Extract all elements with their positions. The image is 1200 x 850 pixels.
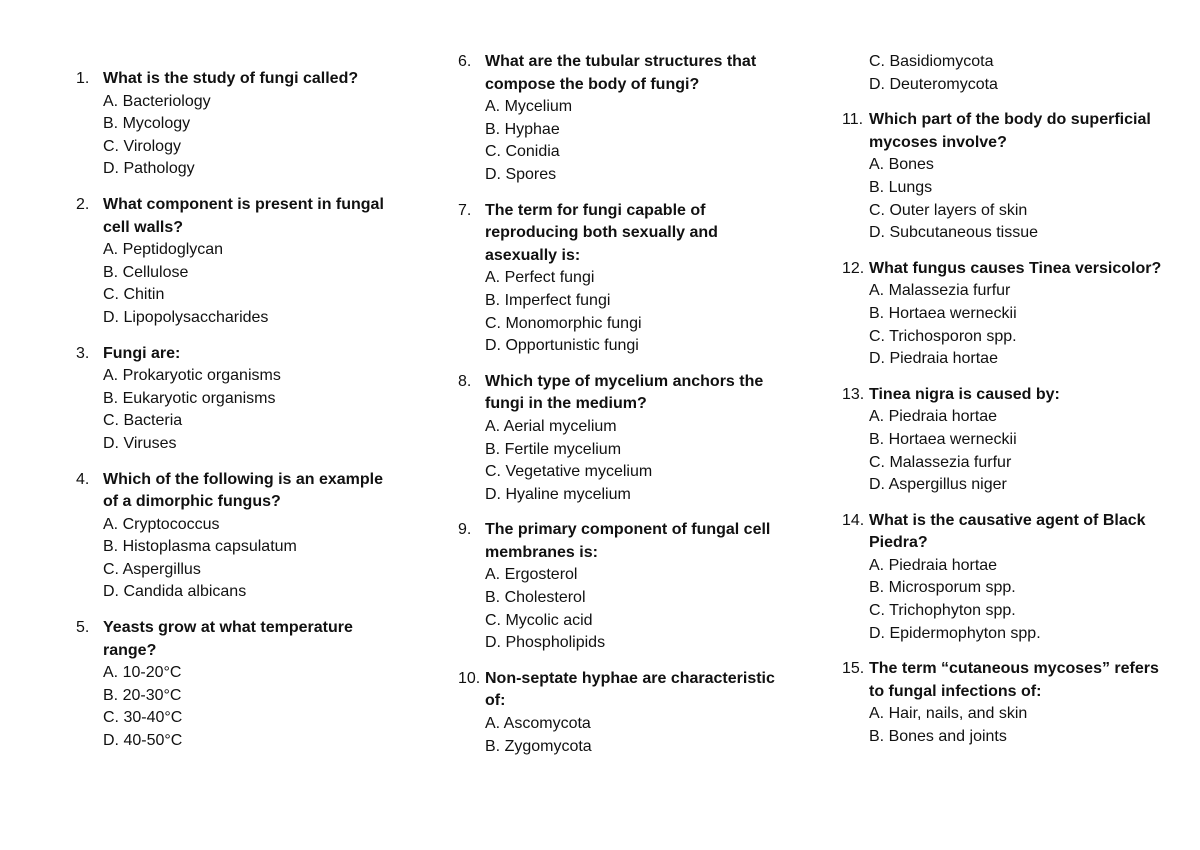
answer-option: B. Hyphae — [485, 120, 560, 138]
answer-option: D. Epidermophyton spp. — [869, 624, 1041, 642]
answer-option: B. Fertile mycelium — [485, 440, 622, 458]
question-text: The term for fungi capable of reproducing both sexually and asexually is: — [485, 201, 718, 264]
answer-option: B. Cellulose — [103, 263, 189, 281]
answer-option: B. Hortaea werneckii — [869, 304, 1017, 322]
answer-option: B. Lungs — [869, 178, 933, 196]
question-number: 8. — [458, 372, 472, 390]
question-item — [76, 68, 396, 181]
answer-option: C. Conidia — [485, 143, 560, 161]
answer-option: C. Aspergillus — [103, 560, 201, 578]
answer-option: D. Opportunistic fungi — [485, 337, 639, 355]
question-item — [842, 258, 1162, 371]
answer-option: D. Lipopolysaccharides — [103, 308, 269, 326]
question-item — [76, 617, 396, 753]
question-item — [842, 658, 1162, 748]
question-text: The term “cutaneous mycoses” refers to fungal infections of: — [869, 660, 1159, 700]
question-text: Which of the following is an example of a dimorphic fungus? — [103, 470, 384, 511]
answer-option: D. Hyaline mycelium — [485, 485, 631, 503]
question-item — [842, 384, 1162, 497]
answer-option: A. Hair, nails, and skin — [869, 705, 1028, 723]
answer-option: D. Deuteromycota — [869, 75, 998, 93]
answer-option: D. Aspergillus niger — [869, 476, 1007, 494]
answer-option: B. Hortaea werneckii — [869, 430, 1017, 448]
answer-option: A. Prokaryotic organisms — [103, 367, 281, 385]
answer-option: B. 20-30°C — [103, 686, 182, 704]
answer-option: D. Piedraia hortae — [869, 350, 998, 368]
question-number: 3. — [76, 344, 90, 362]
answer-option: C. Virology — [103, 137, 181, 155]
answer-option: D. Subcutaneous tissue — [869, 224, 1038, 242]
answer-option: C. Vegetative mycelium — [485, 463, 653, 481]
question-item — [458, 200, 778, 358]
answer-option: C. Trichosporon spp. — [869, 327, 1017, 345]
question-item — [842, 510, 1162, 646]
question-text: Tinea nigra is caused by: — [869, 385, 1060, 403]
question-text: Fungi are: — [103, 344, 181, 362]
question-number: 11. — [842, 111, 864, 129]
answer-option: A. Aerial mycelium — [485, 417, 617, 435]
question-text: Yeasts grow at what temperature range? — [103, 619, 353, 659]
answer-option: A. Malassezia furfur — [869, 282, 1011, 300]
answer-option: A. Cryptococcus — [103, 515, 220, 533]
question-number: 14. — [842, 511, 865, 529]
question-column-3 — [842, 51, 1162, 762]
question-item — [458, 371, 778, 507]
answer-option: C. Monomorphic fungi — [485, 314, 642, 332]
answer-option: B. Cholesterol — [485, 589, 586, 607]
answer-option: A. Peptidoglycan — [103, 241, 224, 259]
question-number: 5. — [76, 619, 90, 637]
question-number: 13. — [842, 385, 865, 403]
answer-option: C. Basidiomycota — [869, 53, 994, 70]
question-number: 2. — [76, 195, 90, 213]
answer-option: A. 10-20°C — [103, 664, 182, 682]
answer-option: C. Outer layers of skin — [869, 201, 1028, 219]
question-item — [76, 469, 396, 605]
question-text: What is the study of fungi called? — [103, 70, 359, 87]
answer-option: D. Pathology — [103, 160, 195, 178]
answer-option: B. Histoplasma capsulatum — [103, 538, 297, 556]
answer-option: A. Bacteriology — [103, 92, 211, 110]
answer-option: C. Trichophyton spp. — [869, 602, 1016, 620]
question-number: 7. — [458, 201, 472, 219]
question-number: 12. — [842, 259, 865, 277]
question-text: Non-septate hyphae are characteristic of: — [485, 669, 775, 710]
question-text: What component is present in fungal cell walls? — [103, 195, 384, 236]
answer-option: D. Viruses — [103, 434, 177, 452]
question-item — [76, 194, 396, 330]
answer-option: D. Phospholipids — [485, 634, 606, 652]
question-item — [458, 668, 778, 758]
answer-option: A. Ascomycota — [485, 715, 591, 733]
answer-option: C. Chitin — [103, 286, 165, 304]
answer-option: B. Zygomycota — [485, 737, 592, 755]
question-item — [76, 343, 396, 456]
answer-option: D. Spores — [485, 165, 557, 183]
question-column-2 — [458, 51, 778, 771]
answer-option: A. Mycelium — [485, 98, 573, 116]
answer-option: B. Microsporum spp. — [869, 579, 1016, 597]
question-number: 9. — [458, 521, 472, 539]
question-text: What are the tubular structures that compose the body of fungi? — [485, 53, 757, 93]
answer-option: D. Candida albicans — [103, 583, 247, 601]
question-number: 6. — [458, 53, 472, 70]
answer-option: A. Piedraia hortae — [869, 556, 998, 574]
answer-option: C. Bacteria — [103, 412, 183, 430]
answer-option: C. 30-40°C — [103, 709, 183, 727]
question-item — [458, 519, 778, 655]
question-number: 4. — [76, 470, 90, 488]
question-item — [458, 51, 778, 187]
question-text: Which part of the body do superficial mycoses involve? — [869, 111, 1151, 151]
answer-option: B. Bones and joints — [869, 728, 1007, 746]
question-number: 1. — [76, 70, 90, 87]
answer-option: B. Eukaryotic organisms — [103, 389, 276, 407]
question-text: What is the causative agent of Black Piedra? — [869, 511, 1146, 552]
question-continuation — [842, 51, 1162, 96]
answer-option: A. Ergosterol — [485, 566, 578, 584]
question-number: 15. — [842, 660, 865, 678]
question-text: The primary component of fungal cell membranes is: — [485, 521, 771, 561]
answer-option: C. Malassezia furfur — [869, 453, 1012, 471]
question-item — [842, 109, 1162, 245]
question-text: Which type of mycelium anchors the fungi in the medium? — [485, 372, 764, 413]
question-column-1 — [76, 68, 396, 766]
question-text: What fungus causes Tinea versicolor? — [869, 259, 1162, 277]
question-number: 10. — [458, 669, 481, 687]
answer-option: A. Bones — [869, 156, 934, 174]
answer-option: D. 40-50°C — [103, 732, 183, 750]
answer-option: B. Imperfect fungi — [485, 291, 611, 309]
answer-option: A. Perfect fungi — [485, 269, 595, 287]
answer-option: B. Mycology — [103, 115, 191, 133]
answer-option: C. Mycolic acid — [485, 611, 593, 629]
answer-option: A. Piedraia hortae — [869, 408, 998, 426]
